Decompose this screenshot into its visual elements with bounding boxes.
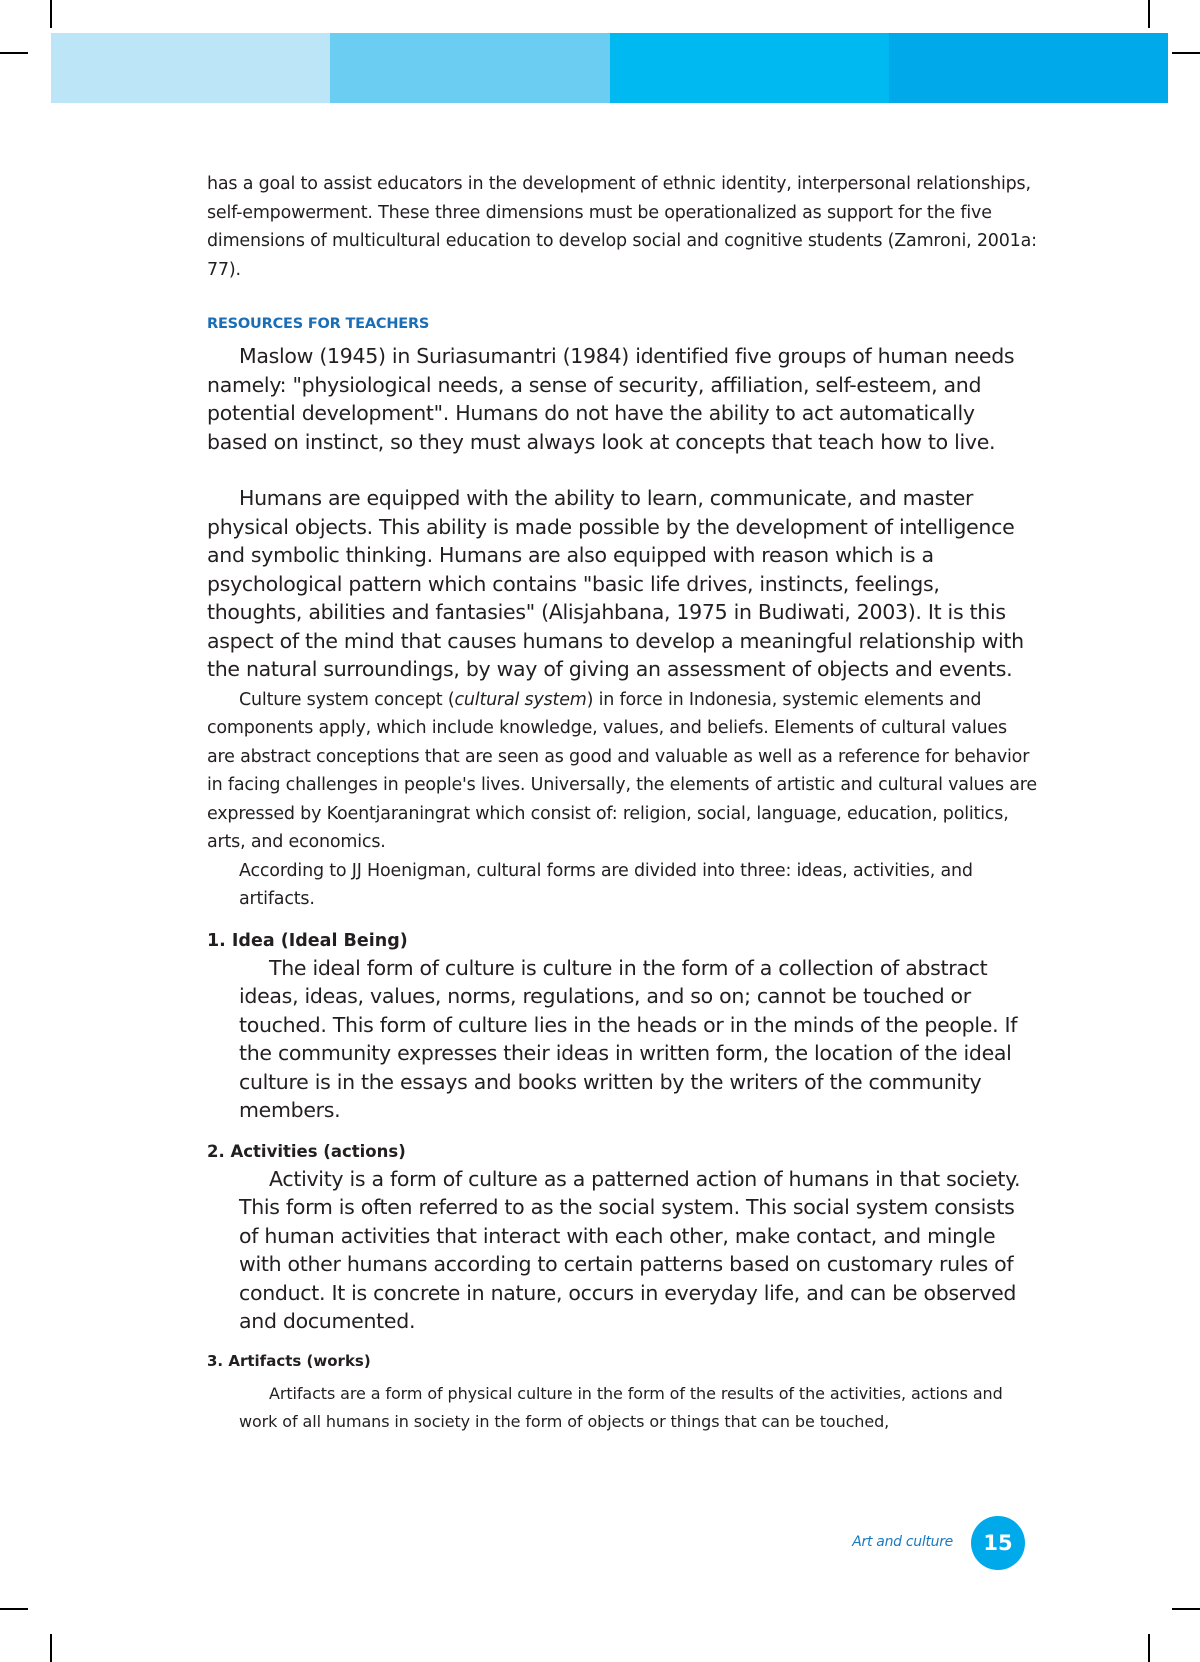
band-segment-2 <box>330 33 609 103</box>
band-segment-3 <box>610 33 889 103</box>
item-body-activities <box>239 1165 1037 1336</box>
header-color-band <box>51 33 1168 103</box>
page-number-badge: 15 <box>971 1516 1025 1570</box>
crop-mark-top-right-h <box>1172 52 1200 54</box>
page-footer <box>780 1516 1025 1572</box>
para3-italic-term: cultural system <box>454 689 587 710</box>
band-segment-1 <box>51 33 330 103</box>
footer-book-title: Art and culture <box>852 1534 953 1550</box>
para3-text-start: Culture system concept ( <box>239 689 455 710</box>
item-heading-artifacts: 3. Artifacts (works) <box>207 1351 371 1370</box>
item-body-artifacts <box>239 1380 1037 1436</box>
crop-mark-bottom-right <box>1148 1634 1150 1662</box>
resources-heading: RESOURCES FOR TEACHERS <box>207 316 430 332</box>
para3-text-end: ) in force in Indonesia, systemic elements and components apply, which include knowledge, values, and beliefs. Elements of cultural values are abstract conceptions that are seen as good and valuable as well as a reference for behavior in facing challenges in people's lives. Universally, the elements of artistic and cultural values are expressed by Koentjaraningrat which consist of: religion, social, language, education, politics, arts, and economics. <box>207 689 1037 852</box>
crop-mark-bottom-right-h <box>1172 1608 1200 1610</box>
item-body-idea <box>239 954 1037 1125</box>
crop-mark-top-left <box>50 0 52 28</box>
resources-paragraph-3 <box>207 686 1037 857</box>
item-text-artifacts: Artifacts are a form of physical culture in the form of the results of the activities, actions and work of all humans in society in the form of objects or things that can be touched, <box>239 1383 1003 1431</box>
item-heading-idea: 1. Idea (Ideal Being) <box>207 930 408 951</box>
item-text-activities: Activity is a form of culture as a patterned action of humans in that society. This form is often referred to as the social system. This social system consists of human activities that interact with each other, make contact, and mingle with other humans according to certain patterns based on customary rules of conduct. It is concrete in nature, occurs in everyday life, and can be observed and documented. <box>239 1166 1021 1333</box>
crop-mark-bottom-left <box>50 1634 52 1662</box>
intro-paragraph: has a goal to assist educators in the development of ethnic identity, interpersonal relationships, self-empowerment. These three dimensions must be operationalized as support for the five dimensions of multicultural education to develop social and cognitive students (Zamroni, 2001a: 77). <box>207 174 1037 280</box>
crop-mark-bottom-left-h <box>0 1608 28 1610</box>
item-text-idea: The ideal form of culture is culture in the form of a collection of abstract ideas, ideas, values, norms, regulations, and so on; cannot be touched or touched. This form of culture lies in the heads or in the minds of the people. If the community expresses their ideas in written form, the location of the ideal culture is in the essays and books written by the writers of the community members. <box>239 955 1018 1122</box>
crop-mark-top-left-h <box>0 52 28 54</box>
band-segment-4 <box>889 33 1168 103</box>
resources-paragraph-4: According to JJ Hoenigman, cultural forms are divided into three: ideas, activities, and artifacts. <box>239 860 973 909</box>
resources-paragraph-1: Maslow (1945) in Suriasumantri (1984) identified five groups of human needs namely: "physiological needs, a sense of security, affiliation, self-esteem, and potential development". Humans do not have the ability to act automatically based on instinct, so they must always look at concepts that teach how to live. <box>207 344 1015 454</box>
item-heading-activities: 2. Activities (actions) <box>207 1141 406 1161</box>
resources-paragraph-2: Humans are equipped with the ability to learn, communicate, and master physical objects. This ability is made possible by the development of intelligence and symbolic thinking. Humans are also equipped with reason which is a psychological pattern which contains "basic life drives, instincts, feelings, thoughts, abilities and fantasies" (Alisjahbana, 1975 in Budiwati, 2003). It is this aspect of the mind that causes humans to develop a meaningful relationship with the natural surroundings, by way of giving an assessment of objects and events. <box>207 486 1024 681</box>
page-content <box>207 170 1037 1436</box>
crop-mark-top-right <box>1148 0 1150 28</box>
